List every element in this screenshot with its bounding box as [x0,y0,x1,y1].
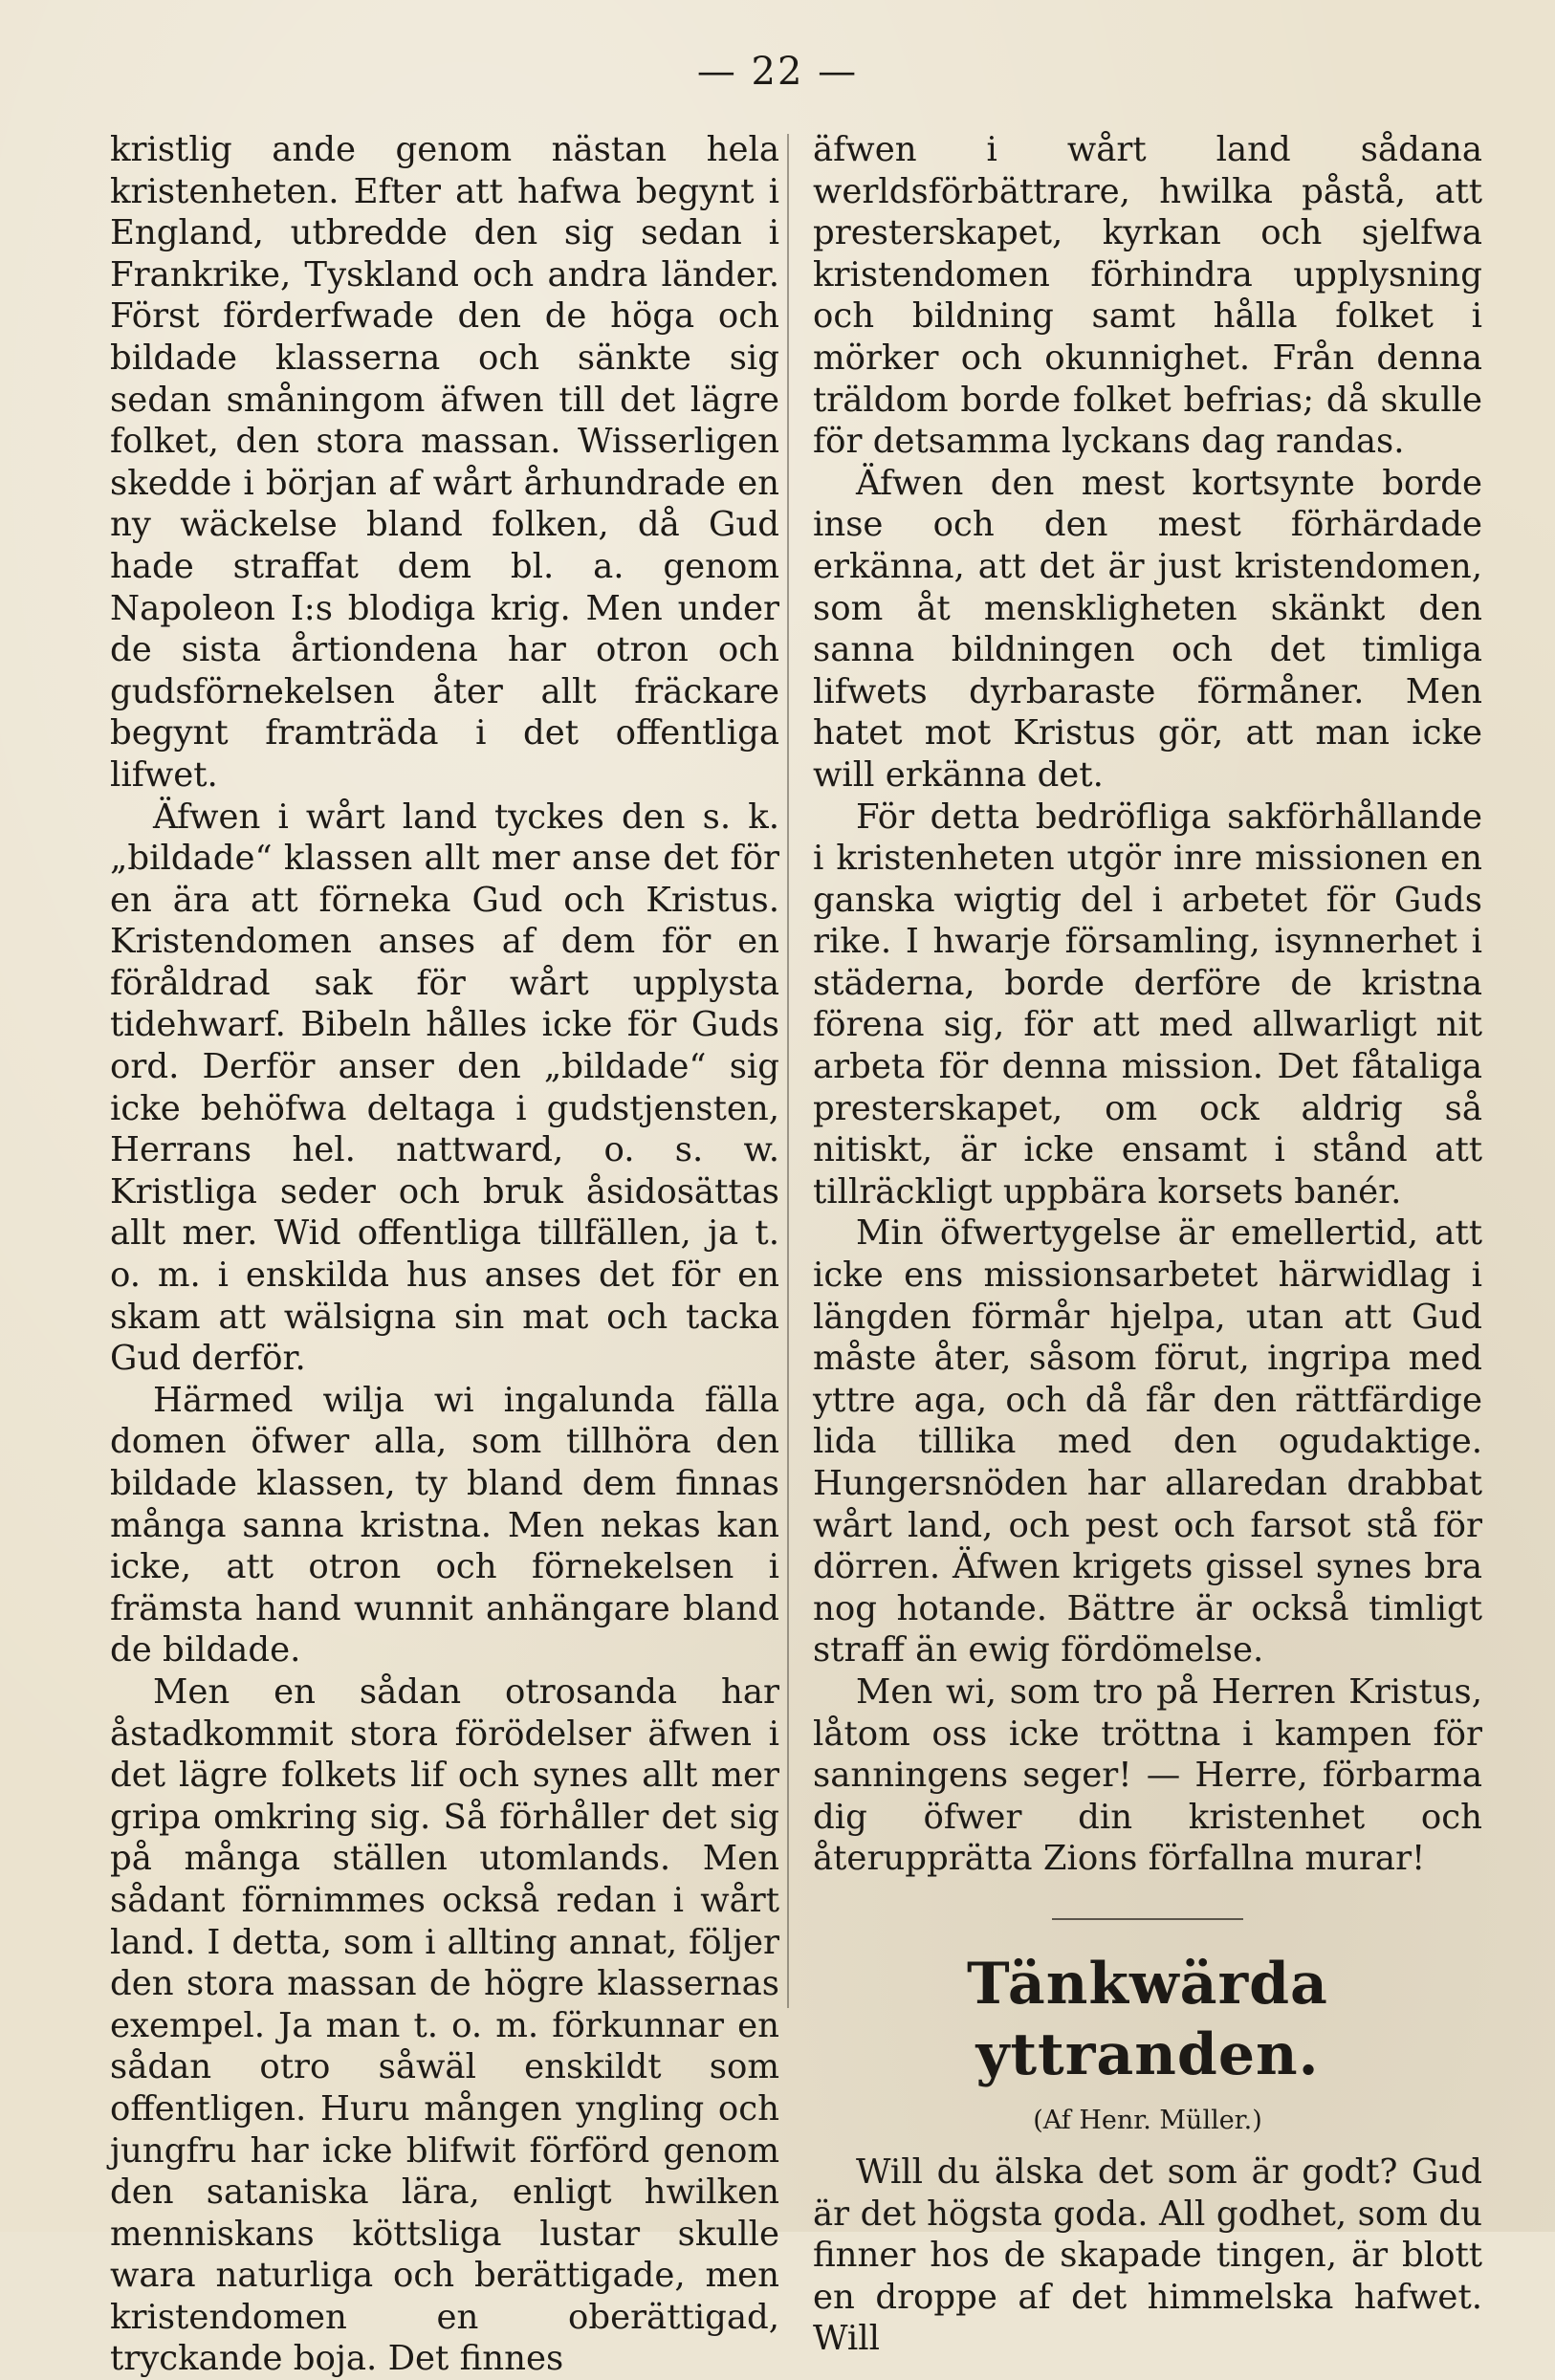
column-divider [787,134,789,2008]
right-column [813,129,1482,2360]
right-paragraph-4: Min öfwertygelse är emellertid, att icke ens missionsarbetet härwidlag i längden förmår hjelpa, utan att Gud måste åter, såsom förut, ingripa med yttre aga, och då får den rättfärdige lida tillika med den ogudaktige. Hungersnöden har allaredan drabbat wårt land, och pest och farsot stå för dörren. Äfwen krigets gissel synes bra nog hotande. Bättre är också timligt straff än ewig fördömelse. [813,1213,1482,1670]
page-number: — 22 — [696,50,859,94]
right-paragraph-3: För detta bedröfliga sakförhållande i kristenheten utgör inre missionen en ganska wigtig del i arbetet för Guds rike. I hwarje församling, isynnerhet i städerna, borde derföre de kristna förena sig, för att med allwarligt nit arbeta för denna mission. Det fåtaliga presterskapet, om ock aldrig så nitiskt, är icke ensamt i stånd att tillräckligt uppbära korsets banér. [813,797,1482,1212]
left-paragraph-1: kristlig ande genom nästan hela kristenheten. Efter att hafwa begynt i England, utbredde den sig sedan i Frankrike, Tyskland och andra länder. Först förderfwade den de höga och bildade klasserna och sänkte sig sedan småningom äfwen till det lägre folket, den stora massan. Wisserligen skedde i början af wårt århundrade en ny wäckelse bland folken, då Gud hade straffat dem bl. a. genom Napoleon I:s blodiga krig. Men under de sista årtiondena har otron och gudsförnekelsen åter allt fräckare begynt framträda i det offentliga lifwet. [110,130,779,795]
left-paragraph-4: Men en sådan otrosanda har åstadkommit stora förödelser äfwen i det lägre folkets lif och synes allt mer gripa omkring sig. Så förhåller det sig på många ställen utomlands. Men sådant förnimmes också redan i wårt land. I detta, som i allting annat, följer den stora massan de högre klassernas exempel. Ja man t. o. m. förkunnar en sådan otro såwäl enskildt som offentligen. Huru mången yngling och jungfru har icke blifwit förförd genom den sataniska lära, enligt hwilken menniskans köttsliga lustar skulle wara naturliga och berättigade, men kristendomen en oberättigad, tryckande boja. Det finnes [110,1671,779,2379]
left-paragraph-3: Härmed wilja wi ingalunda fälla domen öfwer alla, som tillhöra den bildade klassen, ty bland dem finnas många sanna kristna. Men nekas kan icke, att otron och förnekelsen i främsta hand wunnit anhängare bland de bildade. [110,1380,779,1670]
section-separator [1052,1918,1243,1920]
left-column [110,129,779,2380]
right-paragraph-5: Men wi, som tro på Herren Kristus, låtom oss icke tröttna i kampen för sanningens seger! — Herre, förbarma dig öfwer din kristenhet och återupprätta Zions förfallna murar! [813,1671,1482,1879]
right-paragraph-1: äfwen i wårt land sådana werldsförbättrare, hwilka påstå, att presterskapet, kyrkan och sjelfwa kristendomen förhindra upplysning och bildning samt hålla folket i mörker och okunnighet. Från denna träldom borde folket befrias; då skulle för detsamma lyckans dag randas. [813,130,1482,462]
section-byline: (Af Henr. Müller.) [1033,2105,1262,2135]
section-heading: Tänkwärda yttranden. [967,1950,1328,2088]
left-paragraph-2: Äfwen i wårt land tyckes den s. k. „bildade“ klassen allt mer anse det för en ära att förneka Gud och Kristus. Kristendomen anses af dem för en föråldrad sak för wårt upplysta tidehwarf. Bibeln hålles icke för Guds ord. Derför anser den „bildade“ sig icke behöfwa deltaga i gudstjensten, Herrans hel. nattward, o. s. w. Kristliga seder och bruk åsidosättas allt mer. Wid offentliga tillfällen, ja t. o. m. i enskilda hus anses det för en skam att wälsigna sin mat och tacka Gud derför. [110,797,779,1379]
section-paragraph-1: Will du älska det som är godt? Gud är det högsta goda. All godhet, som du finner hos de skapade tingen, är blott en droppe af det himmelska hafwet. Will [813,2151,1482,2359]
right-paragraph-2: Äfwen den mest kortsynte borde inse och den mest förhärdade erkänna, att det är just kristendomen, som åt menskligheten skänkt den sanna bildningen och det timliga lifwets dyrbaraste förmåner. Men hatet mot Kristus gör, att man icke will erkänna det. [813,463,1482,795]
